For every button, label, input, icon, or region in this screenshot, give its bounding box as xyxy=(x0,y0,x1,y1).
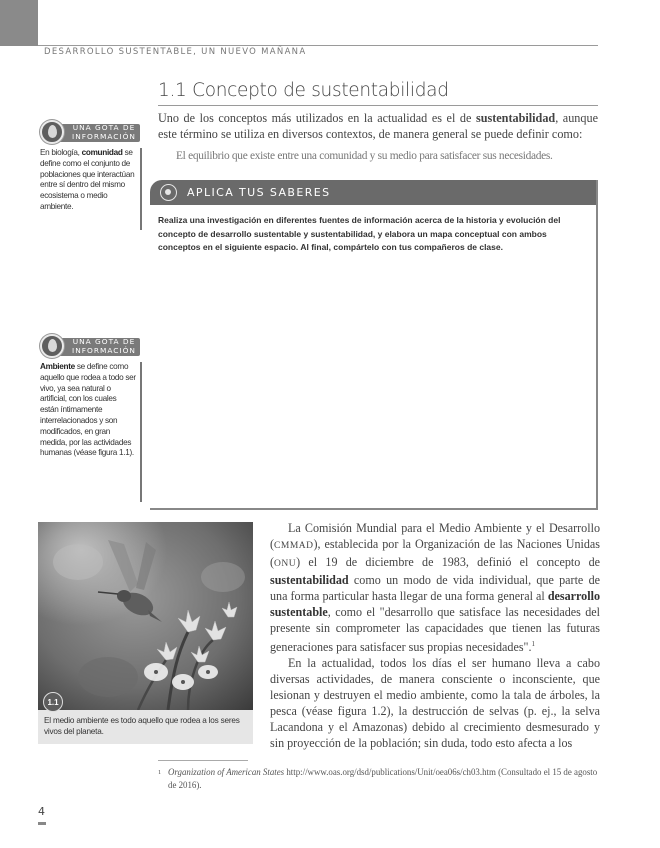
hummingbird-photo xyxy=(38,522,253,710)
footnote-ref[interactable]: 1 xyxy=(531,640,535,648)
intro-paragraph: Uno de los conceptos más utilizados en la actualidad es el de sustentabilidad, aunque este término se utiliza en diversos contextos, de manera general se puede definir como: xyxy=(158,111,598,141)
page-number: 4 xyxy=(38,805,45,818)
abbr-onu: ONU xyxy=(274,559,297,569)
body-paragraph-2: En la actualidad, todos los días el ser humano lleva a cabo diversas actividades, de manera consciente o inconsciente, que lesionan y destruyen el medio ambiente, como la tala de árboles, la pesca (véase figura 1.2), la destrucción de selvas (p. ej., la selva Lacandona y el Amazonas) debido al crecimiento desmesurado y sin proyección de la población; sin duda, todo esto afecta a los xyxy=(270,656,600,751)
term-comunidad: comunidad xyxy=(81,148,123,157)
figure-number-badge: 1.1 xyxy=(43,692,63,712)
activity-title: APLICA TUS SABERES xyxy=(187,186,331,199)
definition-quote: El equilibrio que existe entre una comunidad y su medio para satisfacer sus necesidades. xyxy=(176,150,553,162)
term-ambiente: Ambiente xyxy=(40,362,75,371)
drop-icon xyxy=(40,334,64,358)
activity-header xyxy=(150,180,596,205)
footnote-link[interactable]: http://www.oas.org/dsd/publications/Unit/oea06s/ch03.htm (Consultado el 15 de agosto de 2016). xyxy=(168,767,598,790)
footnote-org: Organization of American States xyxy=(168,767,285,777)
info-note-comunidad xyxy=(40,120,140,213)
info-note-header xyxy=(40,334,140,358)
term-sustentabilidad: sustentabilidad xyxy=(270,573,349,587)
corner-tab xyxy=(0,0,38,46)
body-paragraph-1: La Comisión Mundial para el Medio Ambiente y el Desarrollo (CMMAD), establecida por la Organización de las Naciones Unidas (ONU) el 19 de diciembre de 1983, definió el concepto de sustentabilidad como un modo de vida individual, que parte de una forma particular hasta llegar de una forma general al desarrollo sustentable, como el "desarrollo que satisface las necesidades del presente sin comprometer las capacidades que tienen las futuras generaciones para satisfacer sus propias necesidades".$^1$ xyxy=(270,521,600,655)
target-icon xyxy=(160,184,177,201)
activity-instructions: Realiza una investigación en diferentes fuentes de información acerca de la historia y evolución del concepto de desarrollo sustentable y sustentabilidad, y elabora un mapa conceptual con ambos conceptos en el siguiente espacio. Al final, compártelo con tus compañeros de clase. xyxy=(158,215,561,253)
info-note-body: En biología, comunidad se define como el conjunto de poblaciones que interactúan entre sí dentro del mismo ecosistema o medio ambiente. xyxy=(40,148,140,213)
info-note-body: Ambiente se define como aquello que rodea a todo ser vivo, ya sea natural o artificial, con los cuales están íntimamente interrelacionados y son modificados, en gran medida, por las actividades humanas (véase figura 1.1). xyxy=(40,362,140,459)
section-title: 1.1 Concepto de sustentabilidad xyxy=(158,80,449,101)
info-note-header xyxy=(40,120,140,144)
activity-box xyxy=(150,180,598,510)
figure-1-1 xyxy=(38,522,253,744)
title-rule xyxy=(158,105,598,106)
page-mark xyxy=(38,822,46,825)
footnote-number: 1 xyxy=(158,769,162,776)
info-note-title: UNA GOTA DE INFORMACIÓN xyxy=(72,337,136,355)
figure-caption: El medio ambiente es todo aquello que rodea a los seres vivos del planeta. xyxy=(44,716,240,736)
footnote xyxy=(158,766,598,792)
drop-icon xyxy=(40,120,64,144)
info-note-ambiente xyxy=(40,334,140,459)
abbr-cmmad: CMMAD xyxy=(274,541,314,551)
running-head: DESARROLLO SUSTENTABLE, UN NUEVO MAÑANA xyxy=(44,47,307,57)
term-sustentabilidad: sustentabilidad xyxy=(475,111,556,125)
footnote-rule xyxy=(158,760,248,761)
body-text xyxy=(270,520,600,751)
header-rule xyxy=(38,45,598,46)
info-note-title: UNA GOTA DE INFORMACIÓN xyxy=(72,123,136,141)
term-desarrollo-sustentable: desarrollo sustentable xyxy=(270,589,600,619)
